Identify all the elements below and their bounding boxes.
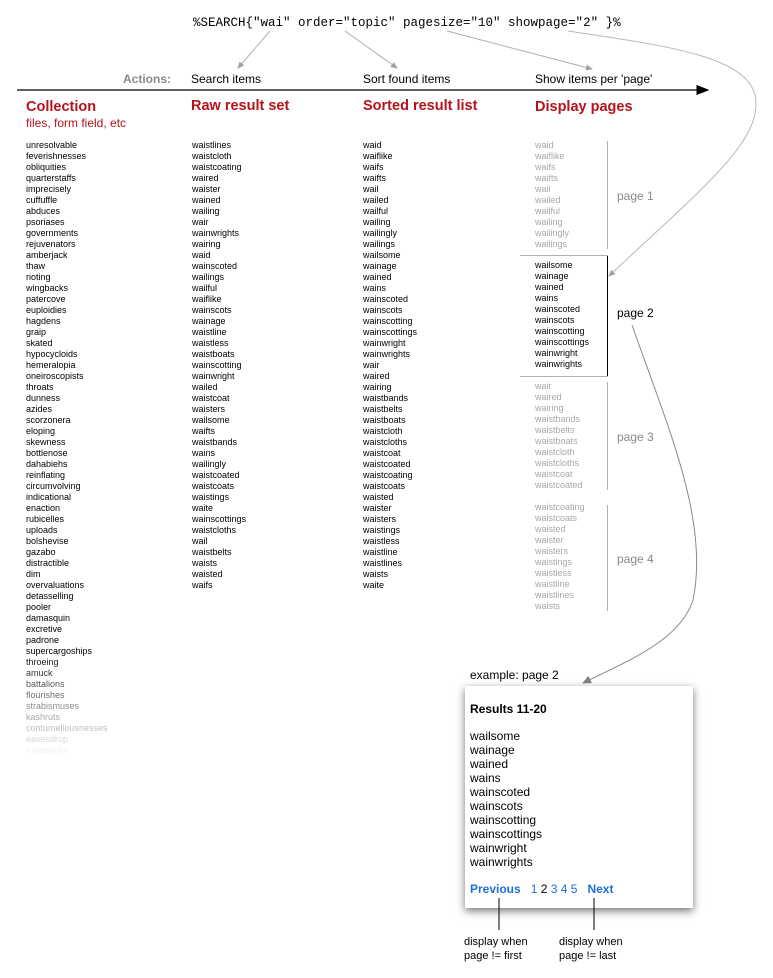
collection-item: enaction (26, 503, 61, 513)
example-results-list (470, 729, 542, 869)
sorted-result-item: wairing (363, 382, 392, 392)
raw-result-item: waistcoated (192, 470, 240, 480)
page-item: wair (535, 381, 552, 391)
sorted-result-item: waisters (363, 514, 397, 524)
collection-item: throeing (26, 657, 59, 667)
page-item: waistcoating (535, 502, 585, 512)
collection-item: rioting (26, 272, 51, 282)
action-show-items-per-page: Show items per 'page' (535, 72, 653, 86)
sorted-result-item: waists (363, 569, 389, 579)
raw-result-item: wainscottings (192, 514, 247, 524)
sorted-result-item: wailing (363, 217, 391, 227)
collection-item: dunness (26, 393, 61, 403)
page-item: wainwrights (535, 359, 583, 369)
collection-item: graip (26, 327, 47, 337)
sorted-result-item: waistcoating (363, 470, 413, 480)
sorted-result-item: waistcoated (363, 459, 411, 469)
page-1-label: page 1 (617, 189, 654, 203)
sorted-result-item: waistbelts (363, 404, 403, 414)
collection-item: distractible (26, 558, 70, 568)
raw-result-title: Raw result set (191, 98, 290, 114)
collection-item: governments (26, 228, 79, 238)
page-item: waifts (535, 173, 559, 183)
sorted-result-item: wailsome (363, 250, 401, 260)
collection-item: amberjack (26, 250, 68, 260)
raw-result-item: waistbands (192, 437, 238, 447)
collection-item: azides (26, 404, 53, 414)
collection-item: strabismuses (26, 701, 80, 711)
next-link[interactable]: Next (587, 882, 614, 896)
page-number-link[interactable]: 1 (530, 882, 541, 896)
raw-result-item: wailingly (192, 459, 227, 469)
raw-result-item: wail (192, 536, 208, 546)
raw-result-item: waifs (192, 580, 213, 590)
raw-result-item: wailsome (192, 415, 230, 425)
sorted-result-item: waistbands (363, 393, 409, 403)
page-item: waistcloths (535, 458, 580, 468)
collection-item: contumeliousnesses (26, 723, 108, 733)
page-item: waired (535, 392, 562, 402)
raw-result-item: wailed (192, 382, 218, 392)
raw-result-item: waisted (192, 569, 223, 579)
collection-subtitle: files, form field, etc (26, 116, 127, 130)
page-item: wailings (535, 239, 568, 249)
sorted-result-item: waired (363, 371, 390, 381)
sorted-result-item: wainwrights (363, 349, 411, 359)
sorted-result-item: wainscots (363, 305, 403, 315)
sorted-result-item: wainwright (363, 338, 406, 348)
collection-item: hemeralopia (26, 360, 76, 370)
page-item: wainscotting (535, 326, 585, 336)
sorted-result-item: waistcloths (363, 437, 408, 447)
page-item: waisted (535, 524, 566, 534)
sorted-result-item: waistline (363, 547, 398, 557)
page-item: waistcoated (535, 480, 583, 490)
previous-note: display when page != first (464, 936, 528, 962)
sorted-result-item: waisted (363, 492, 394, 502)
page-item: waid (535, 140, 554, 150)
collection-item: uploads (26, 525, 58, 535)
sorted-result-item: wailed (363, 195, 389, 205)
collection-item: dim (26, 569, 41, 579)
collection-item: gazabo (26, 547, 56, 557)
page-item: waistless (535, 568, 572, 578)
collection-item: indicational (26, 492, 72, 502)
raw-result-item: wailings (192, 272, 225, 282)
page-item: wainscots (535, 315, 575, 325)
collection-item: throats (26, 382, 54, 392)
collection-item: triweeklies (26, 745, 69, 755)
example-results-box (465, 686, 693, 908)
page-2-bracket (607, 256, 608, 376)
raw-result-item: waistcloth (192, 151, 232, 161)
sorted-result-item: wailings (363, 239, 396, 249)
sorted-result-item: wailingly (363, 228, 398, 238)
sorted-result-item: wainscottings (363, 327, 418, 337)
page-item: wail (535, 184, 551, 194)
page-item: waistcoat (535, 469, 573, 479)
results-heading: Results 11-20 (470, 702, 547, 716)
action-sort-found-items: Sort found items (363, 72, 451, 86)
collection-item: bottlenose (26, 448, 68, 458)
sorted-result-item: waite (363, 580, 385, 590)
collection-item: rejuvenators (26, 239, 76, 249)
collection-list (26, 140, 108, 756)
raw-result-item: wained (192, 195, 221, 205)
collection-item: excretive (26, 624, 63, 634)
raw-result-item: wainscotting (192, 360, 242, 370)
collection-item: hypocycloids (26, 349, 78, 359)
sorted-result-item: wained (363, 272, 392, 282)
sorted-result-item: wailful (363, 206, 389, 216)
collection-item: skated (26, 338, 53, 348)
next-note: display when page != last (559, 936, 623, 962)
collection-item: flourishes (26, 690, 65, 700)
raw-result-item: wairing (192, 239, 221, 249)
raw-result-item: waister (192, 184, 221, 194)
page-item: waists (535, 601, 561, 611)
sorted-result-title: Sorted result list (363, 98, 478, 114)
example-result-item: wainage (470, 743, 515, 757)
raw-result-item: waistbelts (192, 547, 232, 557)
collection-item: padrone (26, 635, 60, 645)
page-number-link[interactable]: 5 (570, 882, 581, 896)
page-item: waifs (535, 162, 556, 172)
page-item: wailing (535, 217, 563, 227)
sorted-result-item: wair (363, 360, 380, 370)
raw-result-item: waisters (192, 404, 226, 414)
sorted-result-item: wainage (363, 261, 397, 271)
page-item: wainwright (535, 348, 578, 358)
raw-result-item: wair (192, 217, 209, 227)
raw-result-item: wainscoted (192, 261, 238, 271)
page-item: waistboats (535, 436, 578, 446)
page-item: waister (535, 535, 564, 545)
raw-result-item: waistline (192, 327, 227, 337)
example-result-item: wainscotting (470, 813, 537, 827)
page-item: waistline (535, 579, 570, 589)
raw-result-item: waists (192, 558, 218, 568)
collection-item: abduces (26, 206, 61, 216)
page-number-links (531, 882, 581, 896)
sorted-result-item: waistings (363, 525, 401, 535)
page-2-list (535, 260, 589, 370)
action-search-items: Search items (191, 72, 262, 86)
example-result-item: wained (470, 757, 509, 771)
raw-result-item: waistlines (192, 140, 232, 150)
collection-item: quarterstaffs (26, 173, 76, 183)
page-number-link[interactable]: 3 (550, 882, 561, 896)
page-item: waistlines (535, 590, 575, 600)
raw-result-item: waistings (192, 492, 230, 502)
page-item: waistcoats (535, 513, 578, 523)
collection-item: oneiroscopists (26, 371, 84, 381)
page-item: wainage (535, 271, 569, 281)
collection-item: reinflating (26, 470, 66, 480)
raw-result-item: wainage (192, 316, 226, 326)
collection-item: damasquin (26, 613, 71, 623)
collection-item: supercargoships (26, 646, 93, 656)
sorted-result-item: wainscotting (363, 316, 413, 326)
example-result-item: wainscots (470, 799, 523, 813)
raw-result-item: wainscots (192, 305, 232, 315)
page-2-top-rule (520, 255, 608, 256)
current-page-number: 2 (540, 882, 551, 896)
collection-item: patercove (26, 294, 66, 304)
sorted-result-item: waistcoats (363, 481, 406, 491)
collection-item: unresolvable (26, 140, 78, 150)
collection-item: eloping (26, 426, 56, 436)
sorted-result-list (363, 140, 417, 591)
raw-result-item: waite (192, 503, 214, 513)
sorted-result-item: waistboats (363, 415, 406, 425)
collection-item: pooler (26, 602, 52, 612)
raw-result-item: waiflike (192, 294, 222, 304)
raw-result-item: waistcoating (192, 162, 242, 172)
collection-item: thaw (26, 261, 46, 271)
collection-item: wingbacks (26, 283, 69, 293)
collection-item: obliquities (26, 162, 67, 172)
collection-item: dahabiehs (26, 459, 68, 469)
collection-item: bolshevise (26, 536, 69, 546)
sorted-result-item: waistcoat (363, 448, 401, 458)
collection-item: imprecisely (26, 184, 72, 194)
raw-result-item: waistless (192, 338, 229, 348)
page-3-bracket (607, 382, 608, 490)
display-pages-title: Display pages (535, 99, 633, 115)
page-item: waistings (535, 557, 573, 567)
actions-label: Actions: (123, 72, 171, 86)
page-item: wained (535, 282, 564, 292)
sorted-result-item: waid (363, 140, 382, 150)
sorted-result-item: waistcloth (363, 426, 403, 436)
raw-result-item: wainwrights (192, 228, 240, 238)
page-item: waistbands (535, 414, 581, 424)
previous-link[interactable]: Previous (470, 882, 521, 896)
page-number-link[interactable]: 4 (560, 882, 571, 896)
page-2-label: page 2 (617, 306, 654, 320)
sorted-result-item: wail (363, 184, 379, 194)
raw-result-item: waistboats (192, 349, 235, 359)
page-item: wairing (535, 403, 564, 413)
collection-item: euploidies (26, 305, 67, 315)
page-item: wainscottings (535, 337, 590, 347)
example-result-item: wainscoted (470, 785, 531, 799)
collection-title: Collection (26, 99, 97, 115)
page-1-list (535, 140, 569, 250)
raw-result-item: wailful (192, 283, 218, 293)
page-4-label: page 4 (617, 552, 654, 566)
example-result-item: wainwright (470, 841, 527, 855)
page-item: wailsome (535, 260, 573, 270)
page-item: waistbelts (535, 425, 575, 435)
collection-item: detasselling (26, 591, 74, 601)
page-item: wailingly (535, 228, 570, 238)
page-1-bracket (607, 141, 608, 249)
sorted-result-item: waifs (363, 162, 384, 172)
sorted-result-item: waister (363, 503, 392, 513)
page-3-label: page 3 (617, 430, 654, 444)
collection-item: eavesdrop (26, 734, 69, 744)
raw-result-item: wains (192, 448, 216, 458)
raw-result-list (192, 140, 246, 591)
page-item: waistcloth (535, 447, 575, 457)
sorted-result-item: waistless (363, 536, 400, 546)
page-3-list (535, 381, 583, 491)
collection-item: rubicelles (26, 514, 65, 524)
raw-result-item: waistcoats (192, 481, 235, 491)
raw-result-item: wainwright (192, 371, 235, 381)
page-item: wailful (535, 206, 561, 216)
raw-result-item: waistcoat (192, 393, 230, 403)
page-item: waisters (535, 546, 569, 556)
example-result-item: wainwrights (470, 855, 533, 869)
page-4-list (535, 502, 585, 612)
page-item: waiflike (535, 151, 565, 161)
example-result-item: wainscottings (470, 827, 543, 841)
raw-result-item: wailing (192, 206, 220, 216)
collection-item: circumvolving (26, 481, 81, 491)
raw-result-item: waistcloths (192, 525, 237, 535)
collection-item: kashruts (26, 712, 61, 722)
collection-item: skewness (26, 437, 66, 447)
collection-item: overvaluations (26, 580, 85, 590)
raw-result-item: waifts (192, 426, 216, 436)
sorted-result-item: waistlines (363, 558, 403, 568)
example-caption: example: page 2 (470, 668, 559, 682)
example-result-item: wailsome (470, 729, 521, 743)
raw-result-item: waid (192, 250, 211, 260)
sorted-result-item: waifts (363, 173, 387, 183)
collection-item: amuck (26, 668, 53, 678)
sorted-result-item: wainscoted (363, 294, 409, 304)
raw-result-item: waired (192, 173, 219, 183)
example-result-item: wains (470, 771, 501, 785)
pagination (470, 882, 613, 896)
sorted-result-item: waiflike (363, 151, 393, 161)
page-item: wainscoted (535, 304, 581, 314)
collection-item: scorzonera (26, 415, 71, 425)
collection-item: feverishnesses (26, 151, 87, 161)
collection-item: psoriases (26, 217, 65, 227)
collection-item: cuffuffle (26, 195, 58, 205)
sorted-result-item: wains (363, 283, 387, 293)
page-item: wailed (535, 195, 561, 205)
page-2-bottom-rule (520, 376, 608, 377)
page-4-bracket (607, 505, 608, 611)
collection-item: hagdens (26, 316, 61, 326)
search-syntax: %SEARCH{"wai" order="topic" pagesize="10" showpage="2" }% (193, 16, 621, 30)
page-item: wains (535, 293, 559, 303)
collection-item: battalions (26, 679, 65, 689)
